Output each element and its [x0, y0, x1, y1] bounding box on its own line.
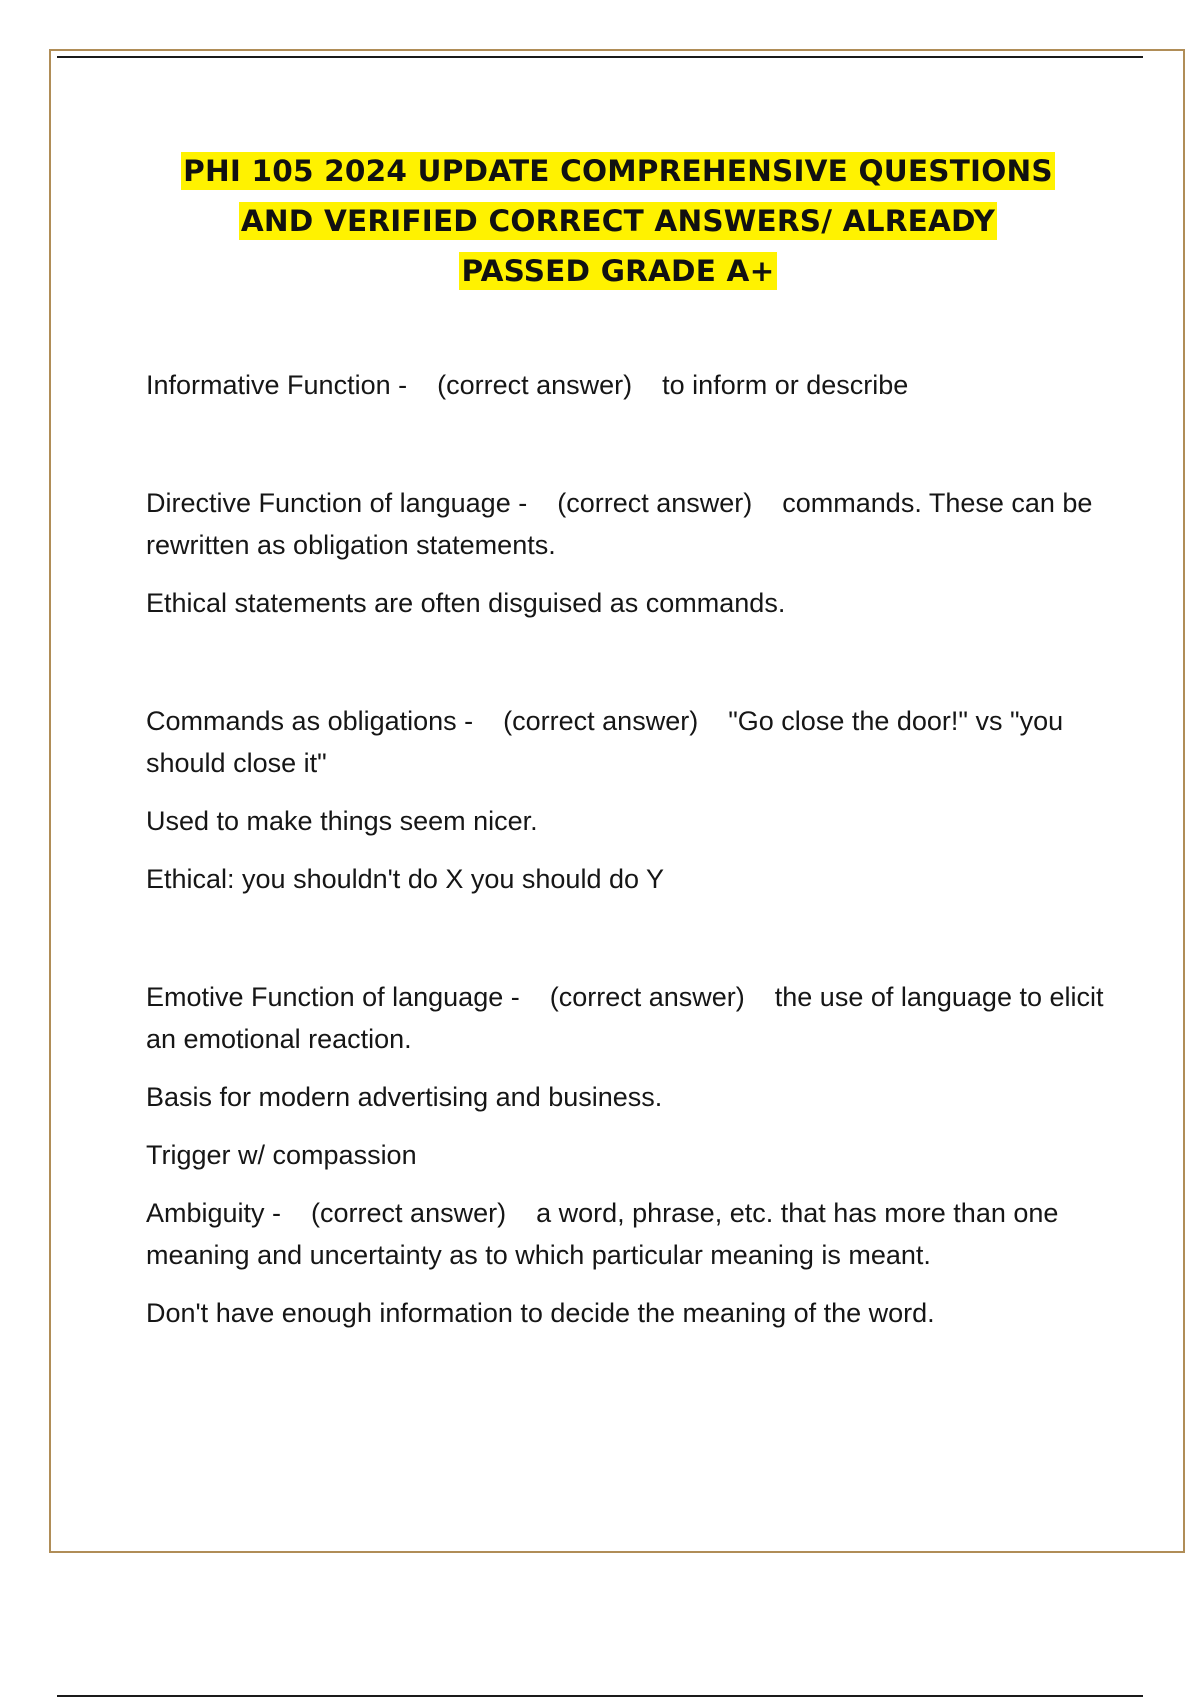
top-rule: [57, 56, 1143, 58]
qa-entry: [146, 700, 1106, 784]
qa-entry: [146, 364, 1106, 406]
entry-answer-marker: (correct answer): [527, 982, 768, 1012]
entry-term: Directive Function of language -: [146, 488, 535, 518]
document-title: [100, 146, 1136, 296]
qa-entry: [146, 482, 1106, 566]
entry-note: Don't have enough information to decide the meaning of the word.: [146, 1298, 935, 1328]
qa-entry: [146, 1192, 1106, 1276]
entry-term: Commands as obligations -: [146, 706, 481, 736]
entry-note: Trigger w/ compassion: [146, 1140, 417, 1170]
bottom-rule: [57, 1695, 1143, 1697]
entry-note: Used to make things seem nicer.: [146, 806, 538, 836]
qa-entry: [146, 976, 1112, 1060]
entry-term: Emotive Function of language -: [146, 982, 528, 1012]
entry-answer: a word, phrase, etc. that has more than one meaning and uncertainty as to which particular meaning is meant.: [146, 1198, 1066, 1270]
entry-answer-marker: (correct answer): [288, 1198, 529, 1228]
entry-answer: commands. These can be rewritten as obligation statements.: [146, 488, 1100, 560]
entry-answer: to inform or describe: [654, 370, 909, 400]
entry-answer-marker: (correct answer): [534, 488, 775, 518]
entry-note: Ethical statements are often disguised as commands.: [146, 588, 786, 618]
entry-note: Ethical: you shouldn't do X you should do Y: [146, 864, 665, 894]
title-line-3: PASSED GRADE A+: [461, 254, 775, 288]
qa-content: [146, 364, 1112, 1334]
entry-answer-marker: (correct answer): [414, 370, 655, 400]
title-line-2: AND VERIFIED CORRECT ANSWERS/ ALREADY: [240, 204, 996, 238]
entry-answer: the use of language to elicit an emotional reaction.: [146, 982, 1112, 1054]
entry-term: Ambiguity -: [146, 1198, 289, 1228]
entry-answer: "Go close the door!" vs "you should close it": [146, 706, 1071, 778]
entry-note: Basis for modern advertising and business.: [146, 1082, 663, 1112]
entry-term: Informative Function -: [146, 370, 415, 400]
entry-answer-marker: (correct answer): [480, 706, 721, 736]
title-line-1: PHI 105 2024 UPDATE COMPREHENSIVE QUESTIONS: [183, 154, 1053, 188]
